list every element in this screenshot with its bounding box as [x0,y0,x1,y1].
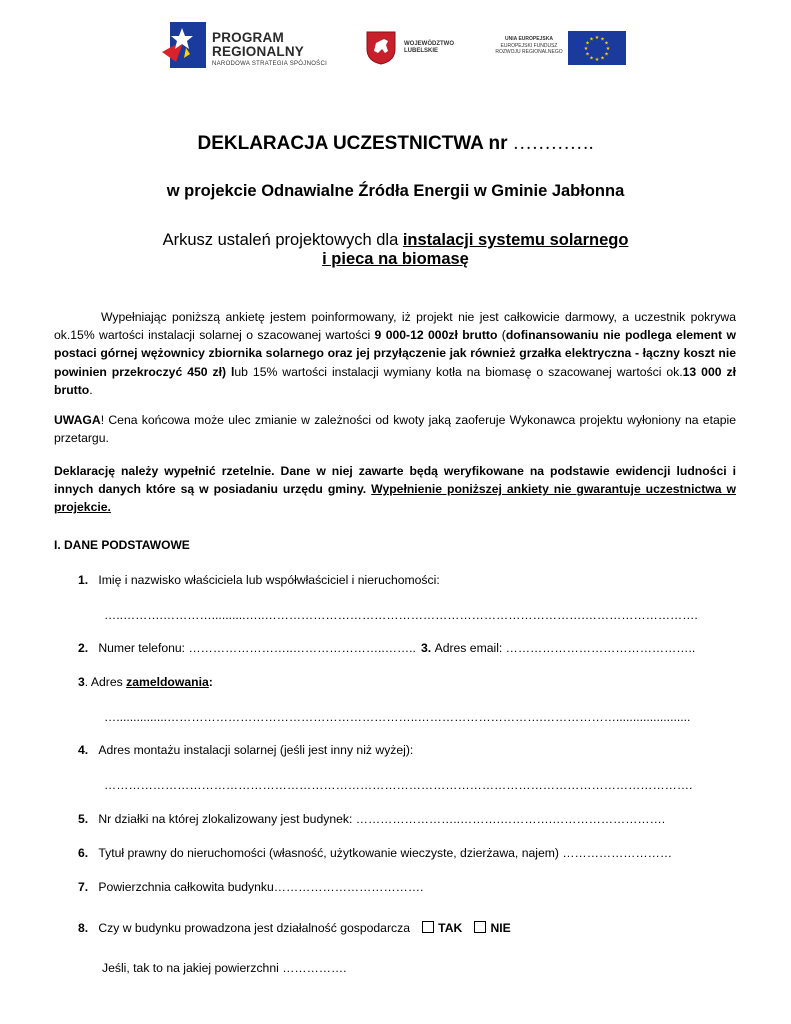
q2 [78,641,416,655]
woj-line1: WOJEWÓDZTWO [404,41,454,47]
woj-line2: LUBELSKIE [404,48,439,54]
intro-a: Wypełniając poniższą ankietę jestem poinformowany, iż projekt nie jest całkowicie darmowy, a uczestnik pokrywa ok.15% wartości instalacji solarnej o szacowanej wartości [54,310,736,343]
program-regionalny-logo-icon [162,22,206,68]
q3b-colon: : [208,675,213,689]
svg-text:★: ★ [600,36,605,43]
declaration-text: Deklarację należy wypełnić rzetelnie. Dane w niej zawarte będą weryfikowane na podstawie ewidencji ludności i innych danych które są w posiadaniu urzędu gminy. [54,464,736,497]
q5-num: 5. [78,812,89,826]
intro-e: ub 15% wartości instalacji wymiany kotła na biomasę o szacowanej wartości ok. [234,364,683,379]
q3 [421,641,695,655]
svg-text:★: ★ [594,35,600,41]
nie-checkbox[interactable] [474,921,486,933]
intro-f: 13 000 zł brutto [54,364,736,397]
q3b-label: . Adres [84,675,127,689]
project-title: w projekcie Odnawialne Źródła Energii w Gminie Jabłonna [166,182,625,200]
svg-text:★: ★ [604,40,609,47]
svg-text:★: ★ [600,55,605,62]
title-main: DEKLARACJA UCZESTNICTWA nr [197,133,513,154]
program-subtitle: NARODOWA STRATEGIA SPÓJNOŚCI [212,61,328,67]
q5-label[interactable]: Nr działki na której zlokalizowany jest budynek: ……………………..……….………….………………………. [98,812,666,826]
q3-label[interactable]: Adres email: ……………………………………….. [434,641,696,655]
q2-label[interactable]: Numer telefonu: ……………………..…………………..…….. [98,641,416,655]
q1-label: Imię i nazwisko właściciela lub współwłaściciel i nieruchomości: [98,573,440,587]
ue-line2: EUROPEJSKI FUNDUSZ [500,42,558,49]
ue-line3: ROZWOJU REGIONALNEGO [495,49,563,55]
nie-label: NIE [490,921,511,935]
q7 [78,880,423,894]
svg-text:★: ★ [585,40,590,47]
svg-text:★: ★ [589,55,594,62]
q8-num: 8. [78,921,89,935]
q8 [78,921,511,935]
title-number-dots: …………. [512,133,594,154]
tak-checkbox[interactable] [422,921,434,933]
q4-label: Adres montażu instalacji solarnej (jeśli jest inny niż wyżej): [98,743,414,757]
q8-followup[interactable]: Jeśli, tak to na jakiej powierzchni ……………. [102,961,347,975]
q5 [78,812,665,826]
q6-label[interactable]: Tytuł prawny do nieruchomości (własność, użytkowanie wieczyste, dzierżawa, najem) ……………………… [98,846,673,860]
intro-paragraph [54,308,736,399]
warning-text: ! Cena końcowa może ulec zmianie w zależności od kwoty jaką zaoferuje Wykonawca projektu wyłoniony na etapie przetargu. [54,413,736,446]
q4 [78,743,413,757]
tak-label: TAK [438,921,463,935]
declaration-underlined: Wypełnienie poniższej ankiety nie gwarantuje uczestnictwa w projekcie. [54,482,736,515]
lubelskie-shield-icon [366,31,396,65]
warning-paragraph [54,411,736,447]
q3b [78,675,213,689]
sheet-title-line2 [0,250,791,269]
intro-d: dofinansowaniu nie podlega element w postaci górnej wężownicy zbiornika solarnego oraz jej przyłączenie jak również grzałka elektryczna - łączny koszt nie powinien przekroczyć 450 zł) l [54,328,736,379]
svg-text:★: ★ [605,46,611,52]
q1-num: 1. [78,573,89,587]
q4-num: 4. [78,743,89,757]
sheet-title [0,230,791,250]
program-line1: PROGRAM [212,30,284,45]
q2-num: 2. [78,641,89,655]
q3-num: 3. [421,641,432,655]
q8-label: Czy w budynku prowadzona jest działalność gospodarcza [98,921,410,935]
document-title [0,133,791,155]
svg-text:★: ★ [585,51,590,58]
svg-text:★: ★ [589,36,594,43]
wojewodztwo-label [404,41,454,55]
sheet-underlined: instalacji systemu solarnego [402,231,629,249]
q6-num: 6. [78,846,89,860]
svg-text:★: ★ [604,51,609,58]
ue-line1: UNIA EUROPEJSKA [505,36,553,42]
q4-fill-line[interactable]: ………………………………………………………………………………………………………………………………. [104,778,693,792]
svg-text:★: ★ [583,46,589,52]
q7-num: 7. [78,880,89,894]
warning-label: UWAGA [54,413,101,427]
ue-label [494,36,564,56]
intro-b: 9 000-12 000zł brutto [374,328,498,343]
q7-label[interactable]: Powierzchnia całkowita budynku………………………………. [98,880,424,894]
declaration-paragraph [54,462,736,517]
q3b-num: 3 [78,675,85,689]
program-title [212,31,304,59]
program-line2: REGIONALNY [212,44,305,59]
intro-g: . [89,382,93,397]
sheet-line2: i pieca na biomasę [322,250,469,268]
intro-c: ( [497,328,506,343]
sheet-prefix: Arkusz ustaleń projektowych dla [162,231,403,249]
section-title: I. DANE PODSTAWOWE [54,538,190,552]
q1-fill-line[interactable]: …..……….…………..........…..…………………………………………………………………….………………………. [104,608,698,622]
svg-text:★: ★ [594,57,600,63]
q3b-underlined: zameldowania [126,675,209,689]
q3b-fill-line[interactable]: …...............……………………………………………………..………………………….………………...................... [104,710,691,724]
q1 [78,573,440,587]
eu-flag-icon [568,31,626,65]
q6 [78,846,672,860]
